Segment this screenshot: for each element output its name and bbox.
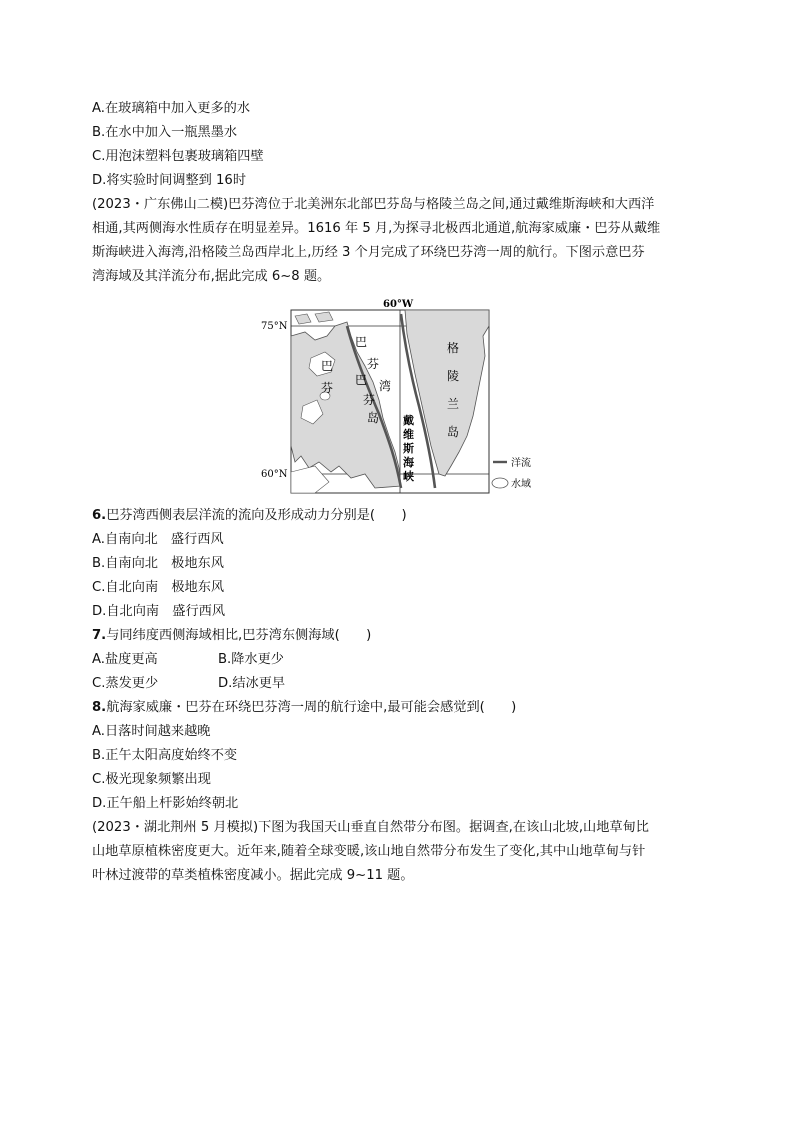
q7-number: 7. [92,628,107,643]
q7-options-row-2 [92,675,285,693]
q5-option-d: D.将实验时间调整到 16时 [92,173,247,188]
q5-option-b: B.在水中加入一瓶黑墨水 [92,125,238,140]
bay-char-2: 芬 [367,357,380,371]
lat-top-label: 75°N [261,321,288,332]
q5-option-a: A.在玻璃箱中加入更多的水 [92,101,251,116]
q6-option-d: D.自北向南 盛行西风 [92,604,226,619]
q8-text: 航海家威廉・巴芬在环绕巴芬湾一周的航行途中,最可能会感觉到( ) [106,700,517,715]
strait-char-5: 峡 [403,470,414,483]
strait-char-2: 维 [403,428,414,441]
q6-option-b: B.自南向北 极地东风 [92,556,224,571]
island-char-3: 岛 [367,411,380,425]
q7-option-d: D.结冰更早 [218,676,286,691]
greenland-char-3: 兰 [447,397,460,411]
q7-stem [92,627,371,645]
q7-options-row-1 [92,651,284,669]
intro1-line-2: 相通,其两侧海水性质存在明显差异。1616 年 5 月,为探寻北极西北通道,航海家威廉・巴芬从戴维 [92,221,661,236]
bay-char-1: 巴 [355,335,368,349]
lon-label: 60°W [383,299,414,310]
strait-char-3: 斯 [403,442,414,455]
q8-option-b: B.正午太阳高度始终不变 [92,748,238,763]
intro1-line-3: 斯海峡进入海湾,沿格陵兰岛西岸北上,历经 3 个月完成了环绕巴芬湾一周的航行。下图示意巴芬 [92,245,645,260]
intro2-line-3: 叶林过渡带的草类植株密度减小。据此完成 9~11 题。 [92,868,414,883]
legend-water-label: 水域 [511,479,531,490]
q7-option-a: A.盐度更高 [92,652,158,667]
q8-stem [92,699,516,717]
bay-char-3: 湾 [379,379,392,393]
island-char-2: 芬 [363,393,376,407]
q6-number: 6. [92,508,107,523]
q6-option-c: C.自北向南 极地东风 [92,580,225,595]
baffin-bay-map [255,296,555,496]
q5-option-c: C.用泡沫塑料包裹玻璃箱四壁 [92,149,264,164]
q7-option-c: C.蒸发更少 [92,676,159,691]
q6-text: 巴芬湾西侧表层洋流的流向及形成动力分别是( ) [106,508,407,523]
legend-water-icon [492,478,508,488]
intro1-line-4: 湾海域及其洋流分布,据此完成 6~8 题。 [92,269,331,284]
q6-stem [92,507,407,525]
lat-bottom-label: 60°N [261,469,288,480]
q8-option-a: A.日落时间越来越晚 [92,724,211,739]
intro1-line-1: (2023・广东佛山二模)巴芬湾位于北美洲东北部巴芬岛与格陵兰岛之间,通过戴维斯海峡和大西洋 [92,197,655,212]
greenland-char-2: 陵 [447,369,460,383]
q7-text: 与同纬度西侧海域相比,巴芬湾东侧海域( ) [106,628,372,643]
intro2-line-1: (2023・湖北荆州 5 月模拟)下图为我国天山垂直自然带分布图。据调查,在该山北坡,山地草甸比 [92,820,649,835]
greenland-char-1: 格 [447,341,460,355]
q6-option-a: A.自南向北 盛行西风 [92,532,224,547]
q8-option-d: D.正午船上杆影始终朝北 [92,796,239,811]
intro2-line-2: 山地草原植株密度更大。近年来,随着全球变暖,该山地自然带分布发生了变化,其中山地草甸与针 [92,844,646,859]
greenland-char-4: 岛 [447,425,460,439]
q8-number: 8. [92,700,107,715]
island-char-1: 巴 [355,373,368,387]
strait-char-1: 戴 [403,414,414,427]
legend-current-label: 洋流 [511,458,531,469]
q8-option-c: C.极光现象频繁出现 [92,772,211,787]
strait-char-4: 海 [403,456,414,469]
island-w-char-2: 芬 [321,381,334,395]
q7-option-b: B.降水更少 [218,652,284,667]
island-w-char-1: 巴 [321,359,334,373]
